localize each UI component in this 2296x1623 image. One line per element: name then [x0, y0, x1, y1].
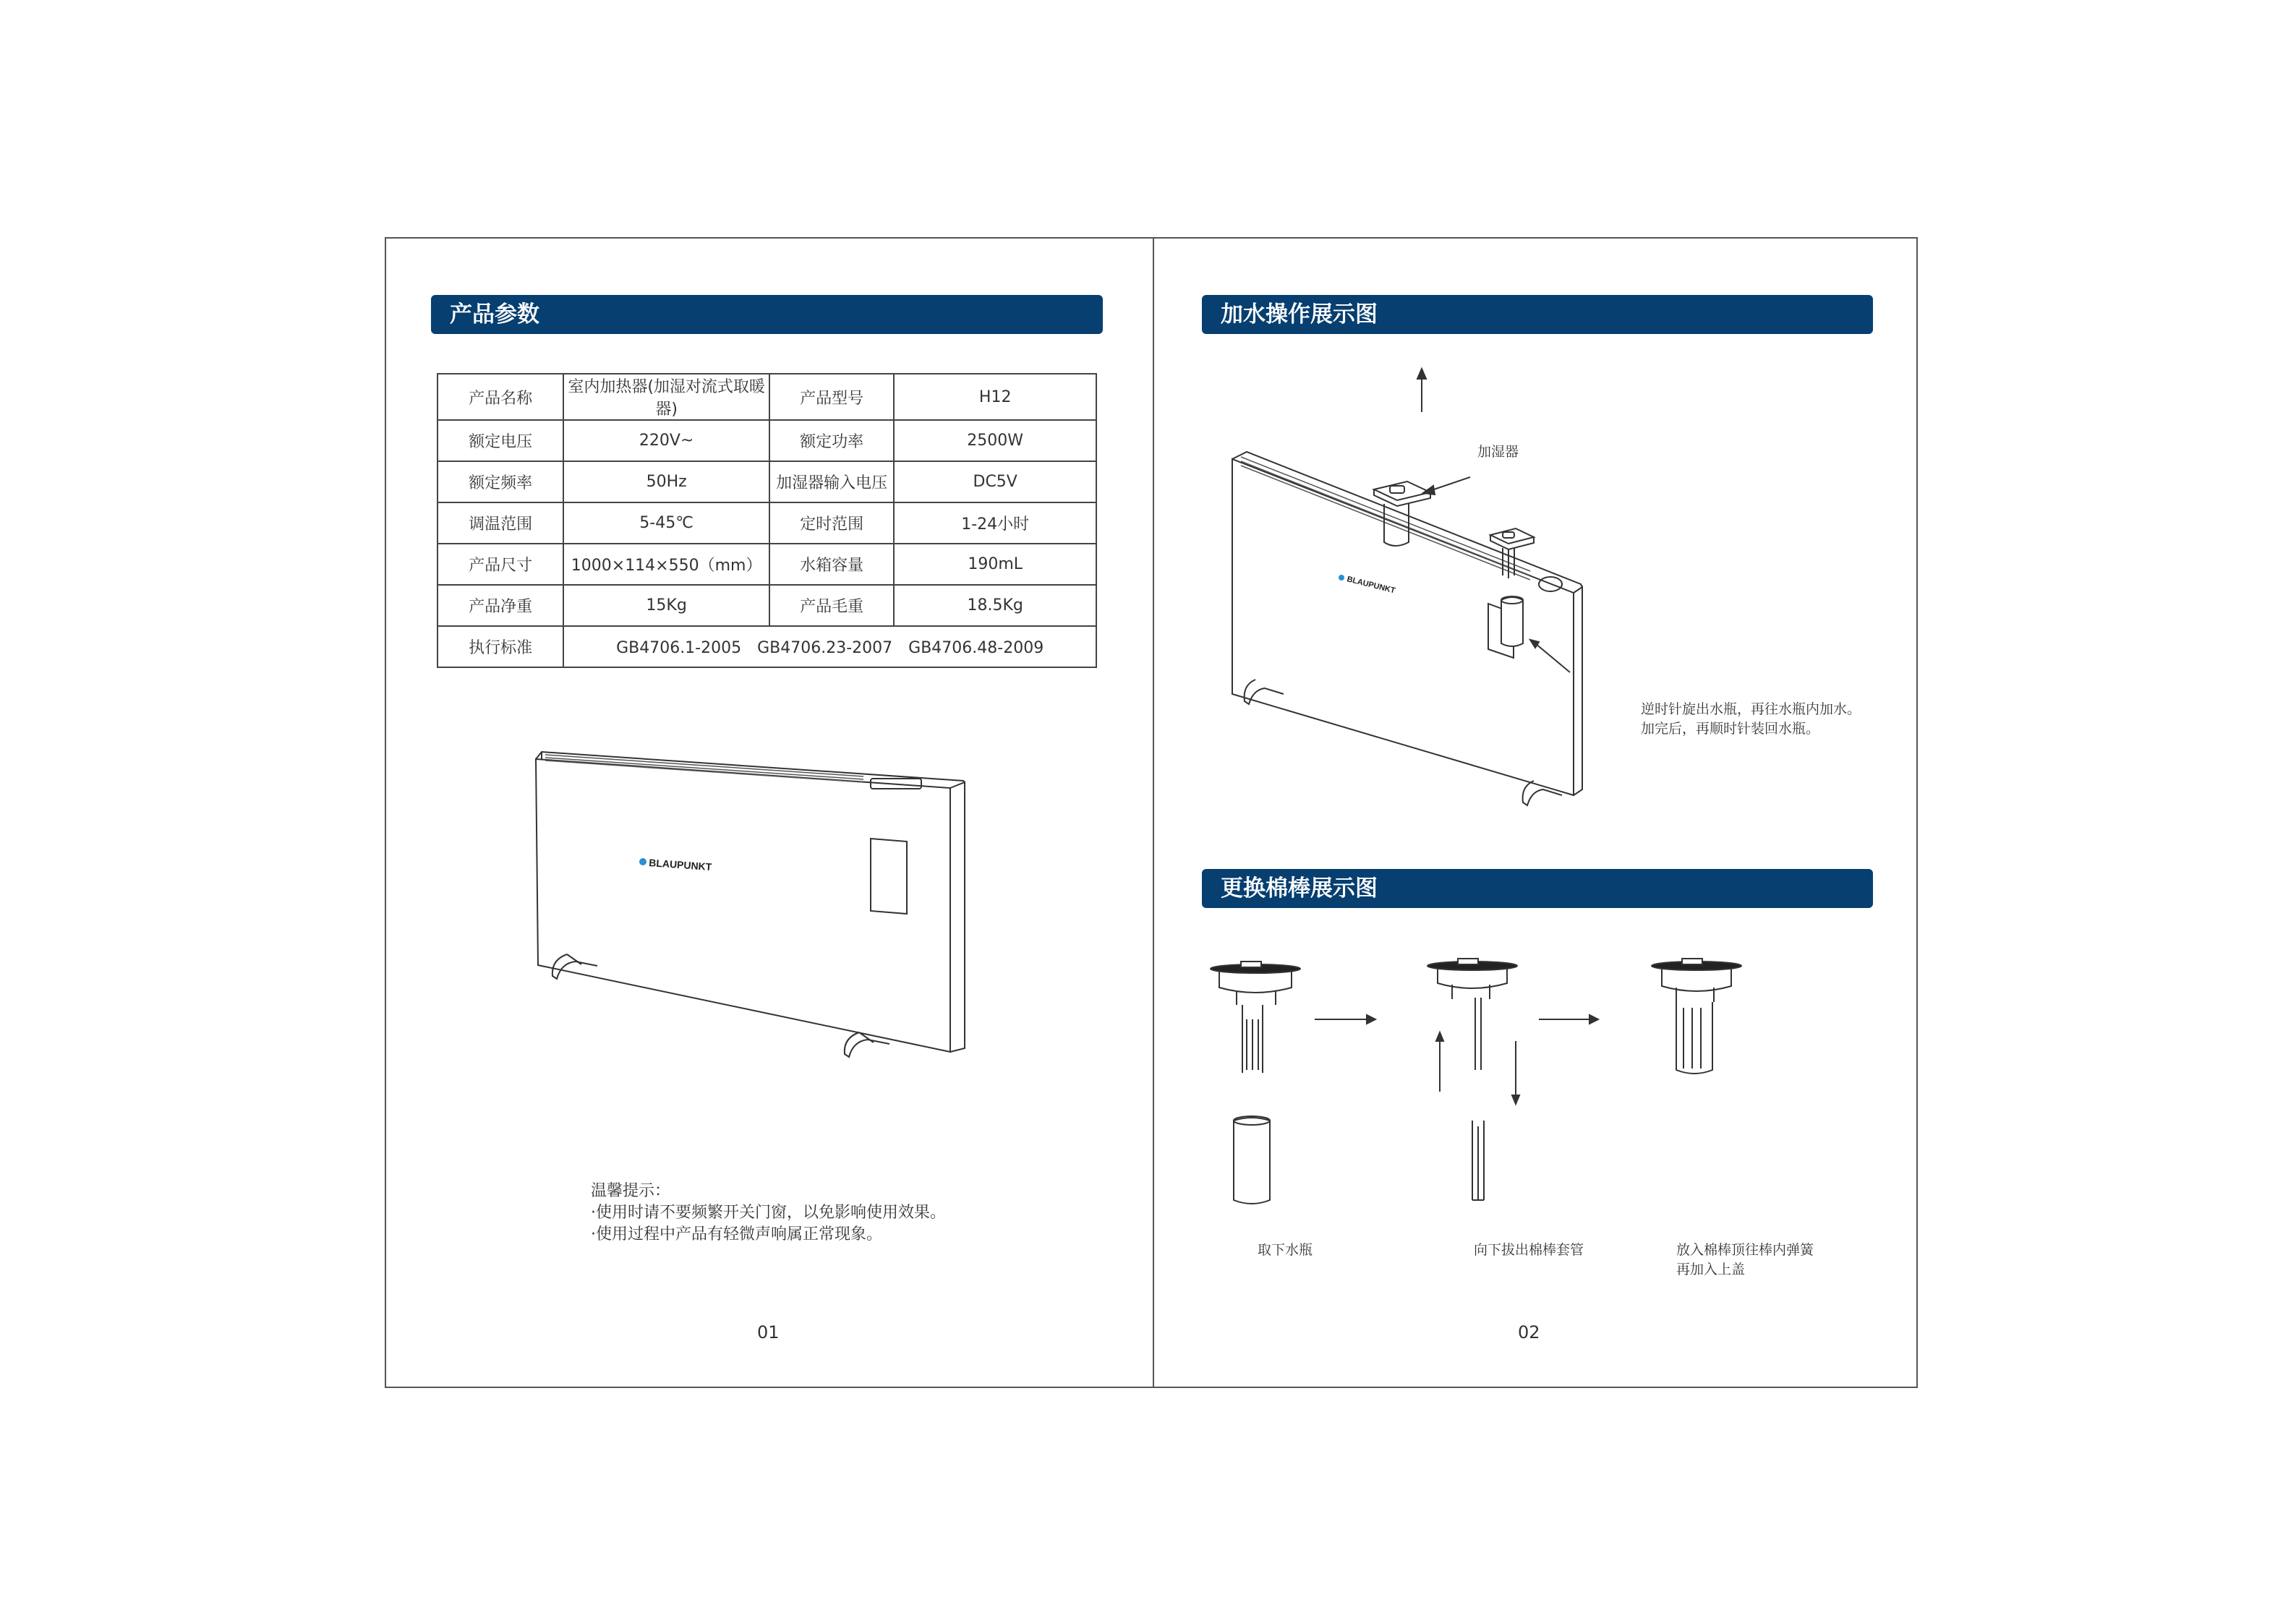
table-row — [438, 544, 1096, 585]
spec-value: 18.5Kg — [894, 585, 1096, 626]
brand-logo-dot — [1339, 575, 1344, 581]
spec-label: 额定电压 — [438, 420, 563, 461]
page-number: 01 — [757, 1322, 780, 1342]
water-fill-illustration — [1212, 369, 1863, 831]
spec-label: 产品型号 — [769, 374, 894, 420]
section-title-cotton: 更换棉棒展示图 — [1202, 869, 1873, 908]
tips-box — [591, 1181, 946, 1246]
spec-value: 1000×114×550（mm） — [563, 544, 769, 585]
tip-item: ·使用时请不要频繁开关门窗，以免影响使用效果。 — [591, 1204, 946, 1222]
section-title-specs: 产品参数 — [431, 295, 1103, 334]
instruction-line: 逆时针旋出水瓶，再往水瓶内加水。 — [1641, 701, 1861, 717]
spec-table — [437, 373, 1097, 668]
brand-logo-dot — [639, 858, 646, 865]
table-row — [438, 502, 1096, 544]
spec-label: 产品毛重 — [769, 585, 894, 626]
page-number: 02 — [1518, 1322, 1540, 1342]
step-caption — [1474, 1241, 1584, 1260]
spec-value: 190mL — [894, 544, 1096, 585]
table-row — [438, 374, 1096, 420]
caption-line: 再加入上盖 — [1676, 1262, 1746, 1277]
page-right — [1154, 239, 1918, 1387]
spec-label: 加湿器输入电压 — [769, 461, 894, 502]
spec-label: 产品净重 — [438, 585, 563, 626]
tips-title: 温馨提示： — [591, 1182, 671, 1200]
spec-label: 额定功率 — [769, 420, 894, 461]
spec-value: 1-24小时 — [894, 502, 1096, 544]
step-caption — [1676, 1241, 1814, 1280]
manual-spread — [385, 237, 1918, 1388]
spec-value: 室内加热器(加湿对流式取暖器) — [563, 374, 769, 420]
spec-value: H12 — [894, 374, 1096, 420]
section-title-water: 加水操作展示图 — [1202, 295, 1873, 334]
spec-label: 调温范围 — [438, 502, 563, 544]
spec-label: 定时范围 — [769, 502, 894, 544]
table-row — [438, 626, 1096, 667]
table-row — [438, 420, 1096, 461]
spec-value-standard: GB4706.1-2005 GB4706.23-2007 GB4706.48-2009 — [563, 626, 1096, 667]
instruction-line: 加完后，再顺时针装回水瓶。 — [1641, 721, 1820, 737]
spec-value: 2500W — [894, 420, 1096, 461]
spec-label: 水箱容量 — [769, 544, 894, 585]
spec-value: 50Hz — [563, 461, 769, 502]
step-caption — [1258, 1241, 1313, 1260]
caption-line: 向下拔出棉棒套管 — [1474, 1242, 1584, 1258]
table-row — [438, 461, 1096, 502]
brand-logo: BLAUPUNKT — [648, 857, 712, 873]
spec-value: DC5V — [894, 461, 1096, 502]
tip-item: ·使用过程中产品有轻微声响属正常现象。 — [591, 1225, 882, 1243]
spec-label: 产品名称 — [438, 374, 563, 420]
humidifier-label: 加湿器 — [1477, 444, 1519, 460]
water-instructions — [1641, 700, 1861, 739]
spec-value: 5-45℃ — [563, 502, 769, 544]
cotton-rod-illustration — [1198, 962, 1791, 1222]
spec-label: 产品尺寸 — [438, 544, 563, 585]
spec-label: 执行标准 — [438, 626, 563, 667]
caption-line: 取下水瓶 — [1258, 1242, 1313, 1258]
brand-logo: BLAUPUNKT — [1346, 575, 1396, 596]
spec-value: 220V~ — [563, 420, 769, 461]
spec-label: 额定频率 — [438, 461, 563, 502]
page-left — [386, 239, 1153, 1387]
spec-value: 15Kg — [563, 585, 769, 626]
caption-line: 放入棉棒顶往棒内弹簧 — [1676, 1242, 1814, 1258]
table-row — [438, 585, 1096, 626]
heater-illustration — [531, 745, 979, 1121]
